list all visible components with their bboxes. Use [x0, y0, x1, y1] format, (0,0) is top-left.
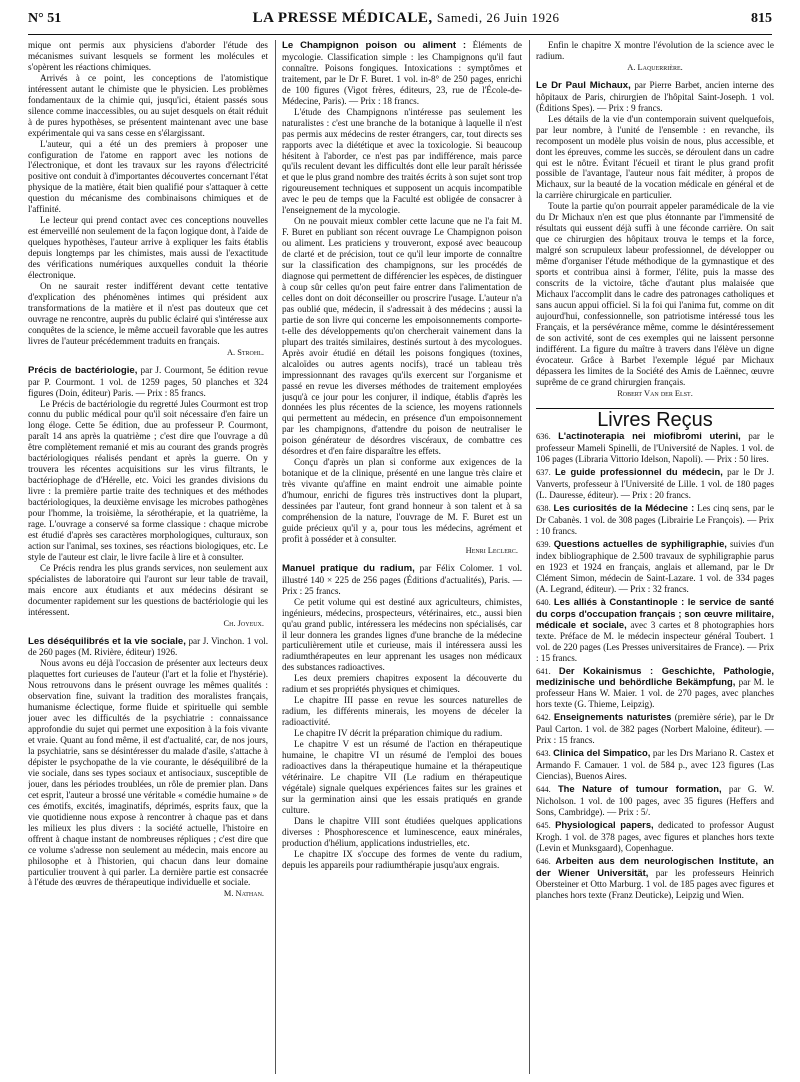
book-entry-number: 643.	[536, 749, 551, 759]
paragraph: Les deux premiers chapitres exposent la découverte du radium et ses propriétés physiques et chimiques.	[282, 673, 522, 695]
column-divider	[529, 40, 530, 1074]
book-entry	[536, 597, 774, 664]
paragraph: On ne pouvait mieux combler cette lacune que ne l'a fait M. F. Buret en publiant son récent ouvrage Le Champignon poison ou aliment. Les praticiens y trouveront, exposé avec beaucoup de clarté et de précision, tout ce qu'il leur importe de connaître sur la classification des champignons, sur les procédés de diagnose qui permettent de différencier les espèces, de distinguer à coup sûr celles qu'on peut faire entrer dans l'alimentation de celles dont on doit déconseiller ou proscrire l'usage. L'auteur n'a pas oublié que, médecin, il s'adressait à des médecins ; aussi la partie de son livre qui concerne les empoisonnements comporte-t-elle des développements qu'on chercherait vainement dans la plupart des traités similaires, destinés surtout à des mycologues. Après avoir étudié en détail les poisons fongiques (toxines, alcaloïdes ou autres agents nocifs), tracé un tableau très impressionnant des ravages qu'ils exercent sur l'organisme et passé en revue les diverses méthodes de traitement employées jusqu'à ce jour pour les conjurer, il indique, établis d'après les données les plus récentes de la science, les moyens rationnels qui permettent au médecin, en présence d'un empoisonnement par les champignons, d'attendre du poison de neutraliser le poison générateur de désordres viscéraux, de combattre ces désordres et d'en faire disparaître les effets.	[282, 216, 522, 457]
book-entry-title: Der Kokainismus : Geschichte, Pathologie, medizinische und behördliche Bekämpfung,	[536, 664, 774, 688]
book-entry	[536, 539, 774, 595]
review-signature: Ch. Joyeux.	[223, 618, 264, 628]
review-header	[282, 563, 522, 597]
paragraph: Les détails de la vie d'un contemporain suivent quelquefois, par leur nombre, à l'unité de l'ensemble : en revanche, ils recomposent un modèle plus voisin de nous, plus accessible, et dont les épreuves, comme les succès, se déroulent dans un cadre qui est le nôtre. Évitant l'écueil et tirant le plus grand profit possible de l'avantage, l'auteur nous fait méditer, à propos de Michaux, sur la beauté de la vocation médicale en général et de la carrière chirurgicale en particulier.	[536, 113, 774, 201]
review-signature: Henri Leclerc.	[465, 545, 518, 555]
book-entry-title: Questions actuelles de syphiligraphie,	[553, 538, 727, 550]
book-entry	[536, 820, 774, 854]
book-entry	[536, 503, 774, 537]
review-title: Précis de bactériologie,	[28, 364, 138, 376]
paragraph: Le lecteur qui prend contact avec ces conceptions nouvelles est émerveillé non seulement de la façon logique dont, à l'aide de quelques hypothèses, l'auteur arrive à expliquer les faits établis depuis longtemps par les chimistes, mais aussi de l'exactitude des vérifications numériques auxquelles conduit la théorie électronique.	[28, 215, 268, 281]
books-received-list	[536, 431, 774, 900]
column-divider	[275, 40, 276, 1074]
book-entry	[536, 712, 774, 746]
book-entry-details: par les Drs Mariano R. Castex et Armando F. Camauer. 1 vol. de 584 p., avec 123 figures (Las Ciencias), Buenos Aires.	[536, 748, 774, 782]
paragraph: Le Précis de bactériologie du regretté Jules Courmont est trop connu du public médical pour qu'il soit nécessaire d'en faire un long éloge. Cette 5e édition, due au professeur P. Courmont, paraît 14 ans après la quatrième ; c'est dire que l'ouvrage a dû être complètement remanié et mis au courant des grands progrès bactériologiques réalisés pendant et après la guerre. On y trouvera les récentes acquisitions sur les virus filtrants, le bactériophage de d'Hérelle, etc. Voici les grandes divisions du livre : la première partie traite des techniques et des méthodes bactériologiques, la deuxième envisage les microbes pathogènes pour l'homme, la troisième, la sérothérapie, et la quatrième, la rage. L'ouvrage a conservé sa forme classique : chaque microbe est étudié d'après ses caractères morphologiques, culturaux, son action sur l'animal, ses toxines, ses réactions biologiques, etc. Le style de l'auteur est clair, le livre facile à lire et à consulter.	[28, 398, 268, 562]
paragraph: L'auteur, qui a été un des premiers à proposer une configuration de l'atome en rapport avec les notions de l'électronique, et dont les travaux sur les rayons d'électricité positive ont conduit à d'importantes découvertes concernant l'état physique de la matière, était bien qualifié pour s'attaquer à cette question du mécanisme des combinaisons chimiques et de l'affinité.	[28, 138, 268, 215]
book-entry-title: Les curiosités de la Médecine :	[553, 502, 695, 514]
book-entry-number: 645.	[536, 820, 551, 830]
paragraph: mique ont permis aux physiciens d'aborder l'étude des mécanismes suivant lesquels se forment les molécules et s'opèrent les réactions chimiques.	[28, 40, 268, 72]
book-entry	[536, 666, 774, 711]
book-entry-title: The Nature of tumour formation,	[557, 783, 722, 795]
book-entry-title: L'actinoterapia nei miofibromi uterini,	[558, 430, 741, 442]
book-entry-title: Enseignements naturistes	[553, 711, 672, 723]
review-title: Les déséquilibrés et la vie sociale,	[28, 635, 186, 647]
review-header	[28, 636, 268, 659]
book-entry-number: 640.	[536, 597, 551, 607]
review-title: Le Champignon poison ou aliment :	[282, 40, 467, 51]
review-reference: par J. Courmont, 5e édition revue par P. Courmont. 1 vol. de 1259 pages, 50 planches et 324 figures (Doin, éditeur) Paris. — Prix : 85 francs.	[28, 364, 268, 398]
review-header	[282, 40, 522, 107]
paragraph: Conçu d'après un plan si conforme aux exigences de la botanique et de la clinique, présenté en une langue très claire et très vivante qu'affine en maint endroit une aimable pointe d'humour, enrichi de figures très instructives dont la plupart, dessinées par l'auteur, font grand honneur à son talent et à sa compréhension de la nature, l'ouvrage de M. F. Buret est un guide précieux qu'il y a, pour tous les médecins, agrément et profit à posséder et à consulter.	[282, 457, 522, 544]
paragraph: On ne saurait rester indifférent devant cette tentative d'explication des phénomènes intimes qui président aux transformations de la matière et il n'est pas douteux que cet ouvrage ne rencontre, auprès du public éclairé qui s'intéresse aux conquêtes de la science, le même accueil favorable que les autres livres de l'auteur précédemment traduits en français.	[28, 280, 268, 346]
paragraph: Le chapitre IV décrit la préparation chimique du radium.	[294, 728, 503, 739]
paragraph: Le chapitre IX s'occupe des formes de vente du radium, depuis les appareils pour radiumthérapie jusqu'aux engrais.	[282, 848, 522, 870]
book-entry-title: Les alliés à Constantinople : le service de santé du corps d'occupation français ; son œuvre militaire, médicale et sociale,	[536, 595, 774, 630]
review-title: Le Dr Paul Michaux,	[536, 79, 631, 91]
book-entry-details: par le Dr J. Vanverts, professeur à l'Université de Lille. 1 vol. de 180 pages (L. Dauresse, éditeur). — Prix : 20 francs.	[536, 467, 774, 501]
book-entry-number: 646.	[536, 856, 551, 866]
journal-name: LA PRESSE MÉDICALE,	[252, 10, 433, 26]
book-entry-title: Physiological papers,	[555, 818, 654, 830]
review-header	[28, 365, 268, 399]
book-entry-title: Le guide professionnel du médecin,	[554, 466, 723, 478]
review-signature: A. Laquerrière.	[627, 62, 683, 72]
review-signature: A. Strohl.	[227, 347, 264, 357]
book-entry-number: 644.	[536, 785, 551, 795]
book-entry-number: 641.	[536, 666, 551, 676]
issue-date: Samedi, 26 Juin 1926	[436, 10, 560, 25]
page-header	[28, 10, 772, 35]
paragraph: Dans le chapitre VIII sont étudiées quelques applications diverses : Phosphorescence et luminescence, eaux minérales, production d'hélium, applications industrielles, etc.	[282, 815, 522, 848]
book-entry-details: par les professeurs Heinrich Obersteiner et Otto Marburg. 1 vol. de 185 pages avec figures et planches hors texte (Franz Deuticke), Leipzig und Wien.	[536, 867, 774, 900]
book-entry-details: (première série), par le Dr Paul Carton. 1 vol. de 382 pages (Norbert Maloine, éditeur). — Prix : 15 francs.	[536, 712, 774, 746]
book-entry-details: Les cinq sens, par le Dr Cabanès. 1 vol. de 308 pages (Librairie Le François). — Prix : 10 francs.	[536, 503, 774, 537]
review-reference: Éléments de mycologie. Classification simple : les Champignons qu'il faut connaître. Poisons fongiques. Intoxications : symptômes et traitement, par le Dr F. Buret. 1 vol. in-8° de 250 pages, enrichi de 100 figures (Vigot frères, éditeurs, 23, rue de l'École-de-Médecine, Paris). — Prix : 18 francs.	[282, 40, 522, 106]
paragraph: Toute la partie qu'on pourrait appeler paramédicale de la vie du Dr Michaux n'en est que plus étonnante par l'immensité de résultats qui eussent déjà suffi à une féconde carrière. On sait que ce chirurgien des hôpitaux trouva le temps et la force, malgré son scrupuleux labeur professionnel, de développer ou même d'organiser l'étude méthodique de la gymnastique et des sports et contribua ainsi à former, l'élite, puis la masse des conscrits de la victoire, tâche d'autant plus malaisée que Michaux l'accomplit dans le cadre des patronages catholiques et sans aucun appui officiel. Si la foi qui l'anima fut, comme on dit aujourd'hui, confessionnelle, son patriotisme intéressé tous les Français, et la persévérance même, comme le désintéressement de son activité, sont de ces exemples qui ne laissent personne indifférent. La figure du maître à travers dans l'élève un digne évocateur. Grâce à Barbet l'exemple légué par Michaux dépassera les limites de la Société des Amis de Laënnec, œuvre suprême de ce grand chirurgien français.	[536, 201, 774, 387]
book-entry	[536, 431, 774, 465]
paragraph: L'étude des Champignons n'intéresse pas seulement les naturalistes : c'est une branche de la botanique à laquelle il n'est pas permis aux médecins de rester étrangers, car, tout directs ses rapports avec la diététique et avec la toxicologie. Si beaucoup hésitent à l'aborder, ce n'est pas par indifférence, mais parce qu'ils reculent devant les difficultés dont elle leur paraît hérissée et que le plus grand nombre des traités écrits à son sujet sont trop rigoureusement techniques et supposent un acquis incompatible avec le peu de temps que la Faculté est obligée de consacrer à l'enseignement de la mycologie.	[282, 106, 522, 216]
book-entry-number: 636.	[536, 432, 551, 442]
book-entry-number: 637.	[536, 468, 551, 478]
paragraph: Enfin le chapitre X montre l'évolution de la science avec le radium.	[536, 40, 774, 61]
paragraph: Le chapitre III passe en revue les sources naturelles de radium, les différents minerais, les moyens de déceler la radioactivité.	[282, 695, 522, 728]
book-entry-number: 638.	[536, 504, 551, 514]
review-reference: par Pierre Barbet, ancien interne des hôpitaux de Paris, chirurgien de l'hôpital Saint-Joseph. 1 vol. (Éditions Spes). — Prix : 9 francs.	[536, 79, 774, 113]
review-reference: par J. Vinchon. 1 vol. de 260 pages (M. Rivière, éditeur) 1926.	[28, 635, 268, 658]
journal-title	[253, 10, 560, 27]
book-entry-details: dedicated to professor August Krogh. 1 vol. de 378 pages, avec figures et planches hors texte (Levin et Munksgaard), Copenhague.	[536, 819, 774, 853]
book-entry	[536, 467, 774, 501]
paragraph: Arrivés à ce point, les conceptions de l'atomistique intéressent autant le chimiste que le physicien. Les problèmes fondamentaux de la chimie qui, jusqu'ici, étaient passés sous silence comme inaccessibles, ou au sujet desquels on était réduit à de pures hypothèses, se présentent maintenant avec une base expérimentale qui va sans cesse en s'élargissant.	[28, 72, 268, 138]
book-entry-details: suivies d'un index bibliographique de 2.500 travaux de syphiligraphie parus en 1923 et 1924 en français, anglais et allemand, par le Dr Clément Simon, médecin de Saint-Lazare. 1 vol. de 334 pages (A. Legrand, éditeur). — Prix : 32 francs.	[536, 539, 774, 594]
column-1	[28, 40, 268, 1074]
book-entry-details: par M. le professeur Hans W. Maier. 1 vol. de 270 pages, avec planches hors texte (G. Thieme, Leipzig).	[536, 677, 774, 710]
review-signature: M. Nathan.	[223, 889, 264, 899]
book-entry	[536, 784, 774, 818]
book-entry-number: 642.	[536, 713, 551, 723]
page-number-right: 815	[750, 11, 772, 26]
review-reference: par Félix Colomer. 1 vol. illustré 140 × 225 de 256 pages (Éditions d'actualités), Paris. — Prix : 25 francs.	[282, 562, 522, 596]
paragraph: Le chapitre V est un résumé de l'action en thérapeutique humaine, le chapitre VI un résumé de l'emploi des boues radioactives dans la thérapeutique humaine et la thérapeutique vétérinaire. Le chapitre VII (Le radium en thérapeutique végétale) signale quelques expériences faites sur les graines et sur la germination ainsi que les essais pratiqués en grande culture.	[282, 739, 522, 815]
book-entry-details: par G. W. Nicholson. 1 vol. de 100 pages, avec 35 figures (Heffers and Sons, Cambridge). — Prix : 5/.	[536, 784, 774, 817]
column-2	[282, 40, 522, 1074]
book-entry-title: Arbeiten aus dem neurologischen Institute, an der Wiener Universität,	[536, 854, 774, 878]
column-3	[536, 40, 774, 1074]
paragraph: Ce petit volume qui est destiné aux agriculteurs, chimistes, ingénieurs, médecins, prospecteurs, vétérinaires, etc., aussi bien qu'au grand public, intéressera les médecins non spécialisés, car il leur donnera les grandes lignes d'une branche de la médecine particulièrement utile et curieuse, mais il intéressera aussi les radiumthérapeutes en leur apprenant les usages non médicaux des substances radioactives.	[282, 596, 522, 673]
book-entry-title: Clinica del Simpatico,	[553, 747, 651, 759]
paragraph: Ce Précis rendra les plus grands services, non seulement aux spécialistes de laboratoire qui l'auront sur leur table de travail, mais encore aux étudiants et aux médecins désirant se documenter rapidement sur les questions de bactériologie qui les intéressent.	[28, 562, 268, 617]
book-entry-details: par le professeur Mameli Spinelli, de l'Université de Naples. 1 vol. de 106 pages (Libraria Vittorio Idelson, Napoli). — Prix : 50 lires.	[536, 431, 774, 465]
book-entry	[536, 856, 774, 901]
section-heading-livres-recus: Livres Reçus	[536, 408, 774, 426]
review-header	[536, 80, 774, 114]
book-entry-number: 639.	[536, 540, 551, 550]
book-entry-details: avec 3 cartes et 8 photographies hors texte. Préface de M. le médecin inspecteur général Toubert. 1 vol. de 220 pages (Les Presses universitaires de France). — Prix : 15 francs.	[536, 619, 774, 663]
review-title: Manuel pratique du radium,	[282, 562, 415, 574]
book-entry	[536, 748, 774, 782]
paragraph: Nous avons eu déjà l'occasion de présenter aux lecteurs deux plaquettes fort curieuses de l'auteur (l'art et la folie et l'hystérie). Nous retrouvons dans le présent ouvrage les mêmes qualités : observation fine, suivant la tradition des moralistes français, humanisme éclectique, forme fluide et spirituelle qui semble jouer avec les difficultés de la psychiatrie : connaissance approfondie du sujet qui permet une exposition à la fois vivante et vraie. Quant au fond même, il est d'actualité, car, de nos jours, la psychiatrie, sans se désintéresser du malade d'asile, s'attache à dépister le psychopathe de la vie courante, le déséquilibré de la vie sociale, dans ses types sociaux et antisociaux, susceptible de jouer, dans les périodes troublées, un rôle de premier plan. Dans cet esprit, l'auteur a brossé une véritable « comédie humaine » de ces émotifs, excités, imaginatifs, déprimés, esprits faux, que la vie quotidienne nous expose à rencontrer à chaque pas et dans les milieux les plus divers : la société actuelle, l'histoire en offrent à chaque instant de nombreuses répliques ; c'est dire que ce volume s'adresse non seulement au médecin, mais encore au philosophe et à l'historien, qui chacun dans leur domaine particulier trouvent à qui parler. La dernière partie est consacrée à l'étude des œuvres de thérapeutique individuelle et sociale.	[28, 658, 268, 888]
review-signature: Robert Van der Elst.	[617, 388, 693, 398]
page-number-left: N° 51	[28, 11, 62, 26]
